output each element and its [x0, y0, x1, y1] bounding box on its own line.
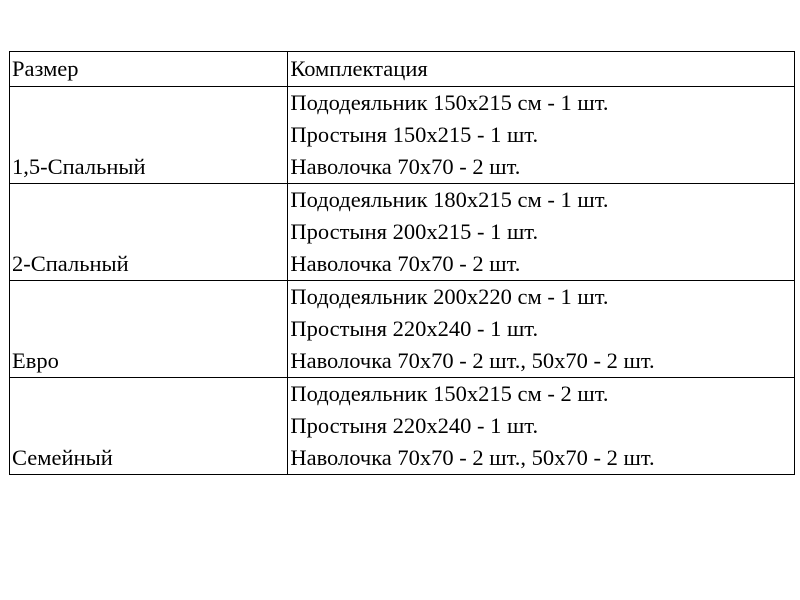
- table-row: [10, 378, 795, 475]
- bedding-size-table: [9, 51, 795, 475]
- set-item: Простыня 200х215 - 1 шт.: [290, 219, 539, 244]
- set-item: Пододеяльник 150х215 см - 1 шт.: [290, 90, 609, 115]
- table-row: [10, 281, 795, 378]
- table-row: [10, 184, 795, 281]
- set-item: Пододеяльник 180х215 см - 1 шт.: [290, 187, 609, 212]
- set-cell: [288, 281, 795, 378]
- set-item: Простыня 150х215 - 1 шт.: [290, 122, 539, 147]
- table-row: [10, 87, 795, 184]
- size-cell: Евро: [10, 281, 288, 378]
- set-item: Простыня 220х240 - 1 шт.: [290, 413, 539, 438]
- size-cell: Семейный: [10, 378, 288, 475]
- set-item: Наволочка 70х70 - 2 шт.: [290, 251, 521, 276]
- header-size: Размер: [10, 52, 288, 87]
- set-item: Пододеяльник 200х220 см - 1 шт.: [290, 284, 609, 309]
- set-cell: [288, 184, 795, 281]
- set-item: Наволочка 70х70 - 2 шт.: [290, 154, 521, 179]
- set-item: Простыня 220х240 - 1 шт.: [290, 316, 539, 341]
- set-item: Пододеяльник 150х215 см - 2 шт.: [290, 381, 609, 406]
- set-cell: [288, 378, 795, 475]
- size-cell: 2-Спальный: [10, 184, 288, 281]
- size-cell: 1,5-Спальный: [10, 87, 288, 184]
- set-item: Наволочка 70х70 - 2 шт., 50х70 - 2 шт.: [290, 348, 655, 373]
- header-set: Комплектация: [288, 52, 795, 87]
- set-item: Наволочка 70х70 - 2 шт., 50х70 - 2 шт.: [290, 445, 655, 470]
- set-cell: [288, 87, 795, 184]
- table-header-row: [10, 52, 795, 87]
